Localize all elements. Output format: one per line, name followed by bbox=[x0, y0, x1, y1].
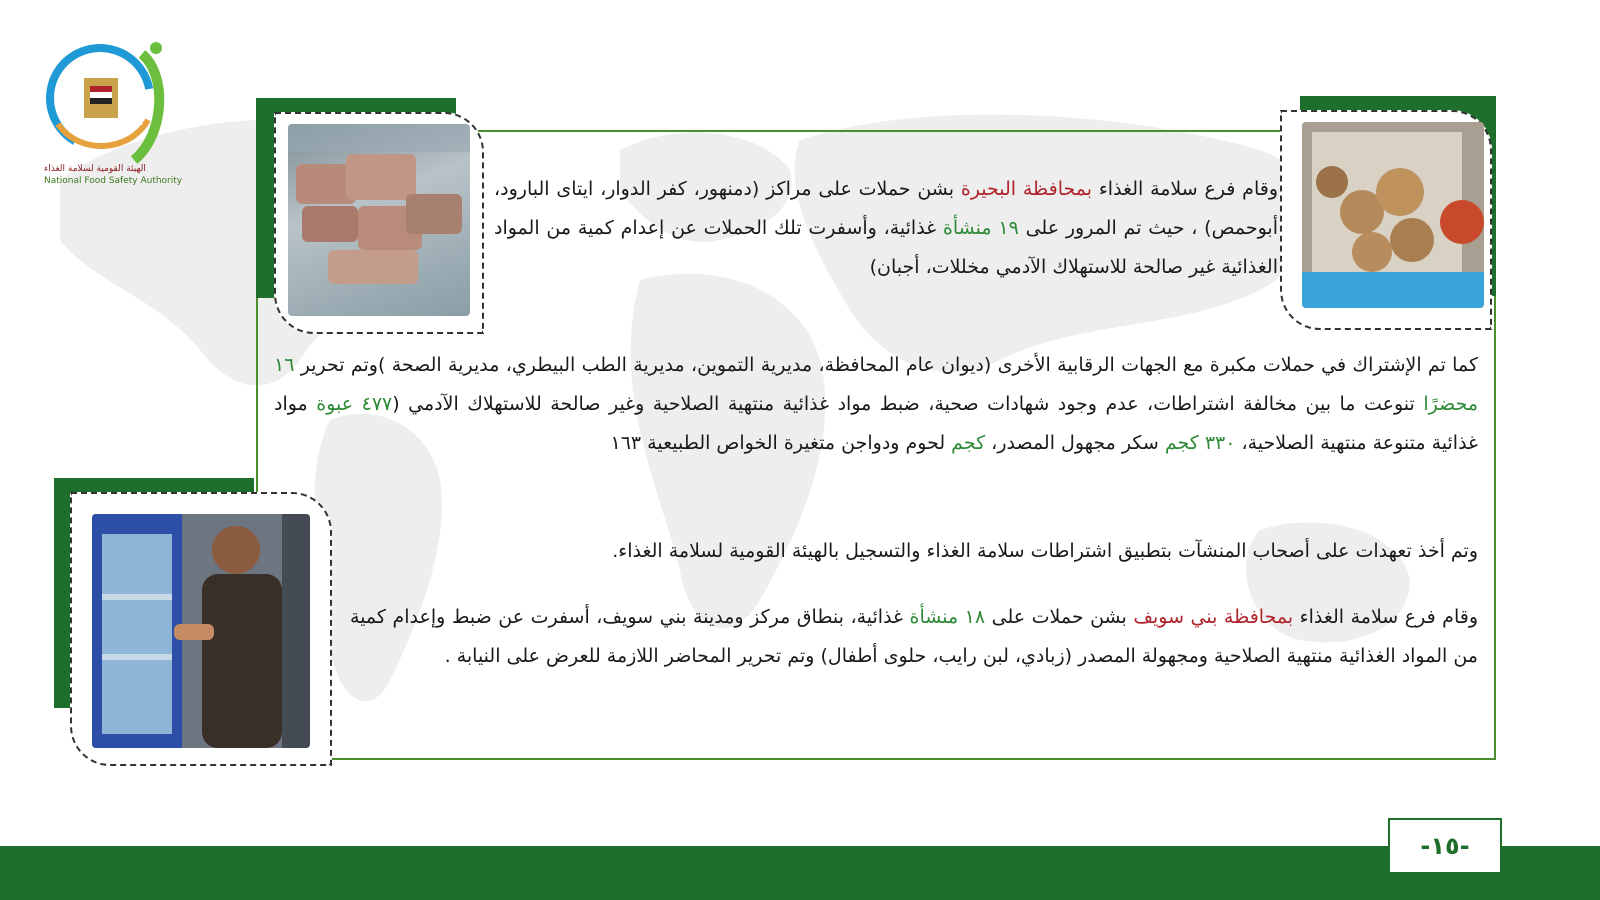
highlight-count: ١٩ منشأة bbox=[942, 217, 1019, 239]
paragraph-joint-campaigns bbox=[274, 346, 1478, 463]
text-segment: بشن حملات على مراكز (دمنهور، كفر الدوار، ايتاى البارود، أبوحمص) ، حيث تم المرور على bbox=[494, 178, 1278, 239]
paragraph-beheira-campaigns bbox=[494, 170, 1278, 287]
highlight-governorate: بمحافظة البحيرة bbox=[960, 178, 1093, 200]
highlight-unit: كجم bbox=[951, 432, 986, 454]
text-segment: غذائية، وأسفرت تلك الحملات عن إعدام كمية من المواد الغذائية غير صالحة للاستهلاك الآدمي مخللات، أجبان) bbox=[494, 217, 1278, 278]
paragraph-benisuef-campaigns bbox=[350, 598, 1478, 676]
text-segment: مواد غذائية متنوعة منتهية الصلاحية، bbox=[274, 393, 1478, 454]
page-number: -١٥- bbox=[1388, 818, 1502, 874]
text-segment: وقام فرع سلامة الغذاء bbox=[1293, 606, 1478, 628]
highlight-count: ١٨ منشأة bbox=[909, 606, 986, 628]
frozen-meat-photo bbox=[288, 124, 470, 316]
highlight-governorate: بمحافظة بني سويف bbox=[1133, 606, 1294, 628]
text-segment: وقام فرع سلامة الغذاء bbox=[1092, 178, 1278, 200]
food-shelf-photo bbox=[1302, 122, 1484, 308]
text-segment: تنوعت ما بين مخالفة اشتراطات، عدم وجود شهادات صحية، ضبط مواد غذائية منتهية الصلاحية وغير صالحة للاستهلاك الآدمي ( bbox=[392, 393, 1424, 415]
text-segment: كما تم الإشتراك في حملات مكبرة مع الجهات الرقابية الأخرى (ديوان عام المحافظة، مديرية التموين، مديرية الطب البيطري، مديرية الصحة )وتم تحرير bbox=[294, 354, 1478, 376]
text-segment: وتم أخذ تعهدات على أصحاب المنشآت بتطبيق اشتراطات سلامة الغذاء والتسجيل بالهيئة القومية لسلامة الغذاء. bbox=[612, 540, 1478, 562]
text-segment: غذائية، بنطاق مركز ومدينة بني سويف، أسفرت عن ضبط وإعدام كمية من المواد الغذائية منتهية الصلاحية ومجهولة المصدر (زبادي، لبن رايب، حلوى أطفال) وتم تحرير المحاضر اللازمة للعرض على النيابة . bbox=[350, 606, 1478, 667]
logo-badge-text: NFSA bbox=[132, 95, 155, 128]
paragraph-pledges bbox=[340, 532, 1478, 571]
text-segment: بشن حملات على bbox=[985, 606, 1134, 628]
logo-arabic-name: الهيئة القومية لسلامة الغذاء bbox=[44, 164, 146, 174]
highlight-count: ٣٣٠ كجم bbox=[1164, 432, 1236, 454]
text-segment: سكر مجهول المصدر، bbox=[985, 432, 1165, 454]
text-segment: لحوم ودواجن متغيرة الخواص الطبيعية ١٦٣ bbox=[610, 432, 952, 454]
footer-bar bbox=[0, 846, 1600, 900]
highlight-count: ١٦ محضرًا bbox=[274, 354, 1479, 415]
logo-english-name: National Food Safety Authority bbox=[44, 176, 183, 186]
inspector-refrigerator-photo bbox=[92, 514, 310, 748]
highlight-count: ٤٧٧ عبوة bbox=[316, 393, 393, 415]
